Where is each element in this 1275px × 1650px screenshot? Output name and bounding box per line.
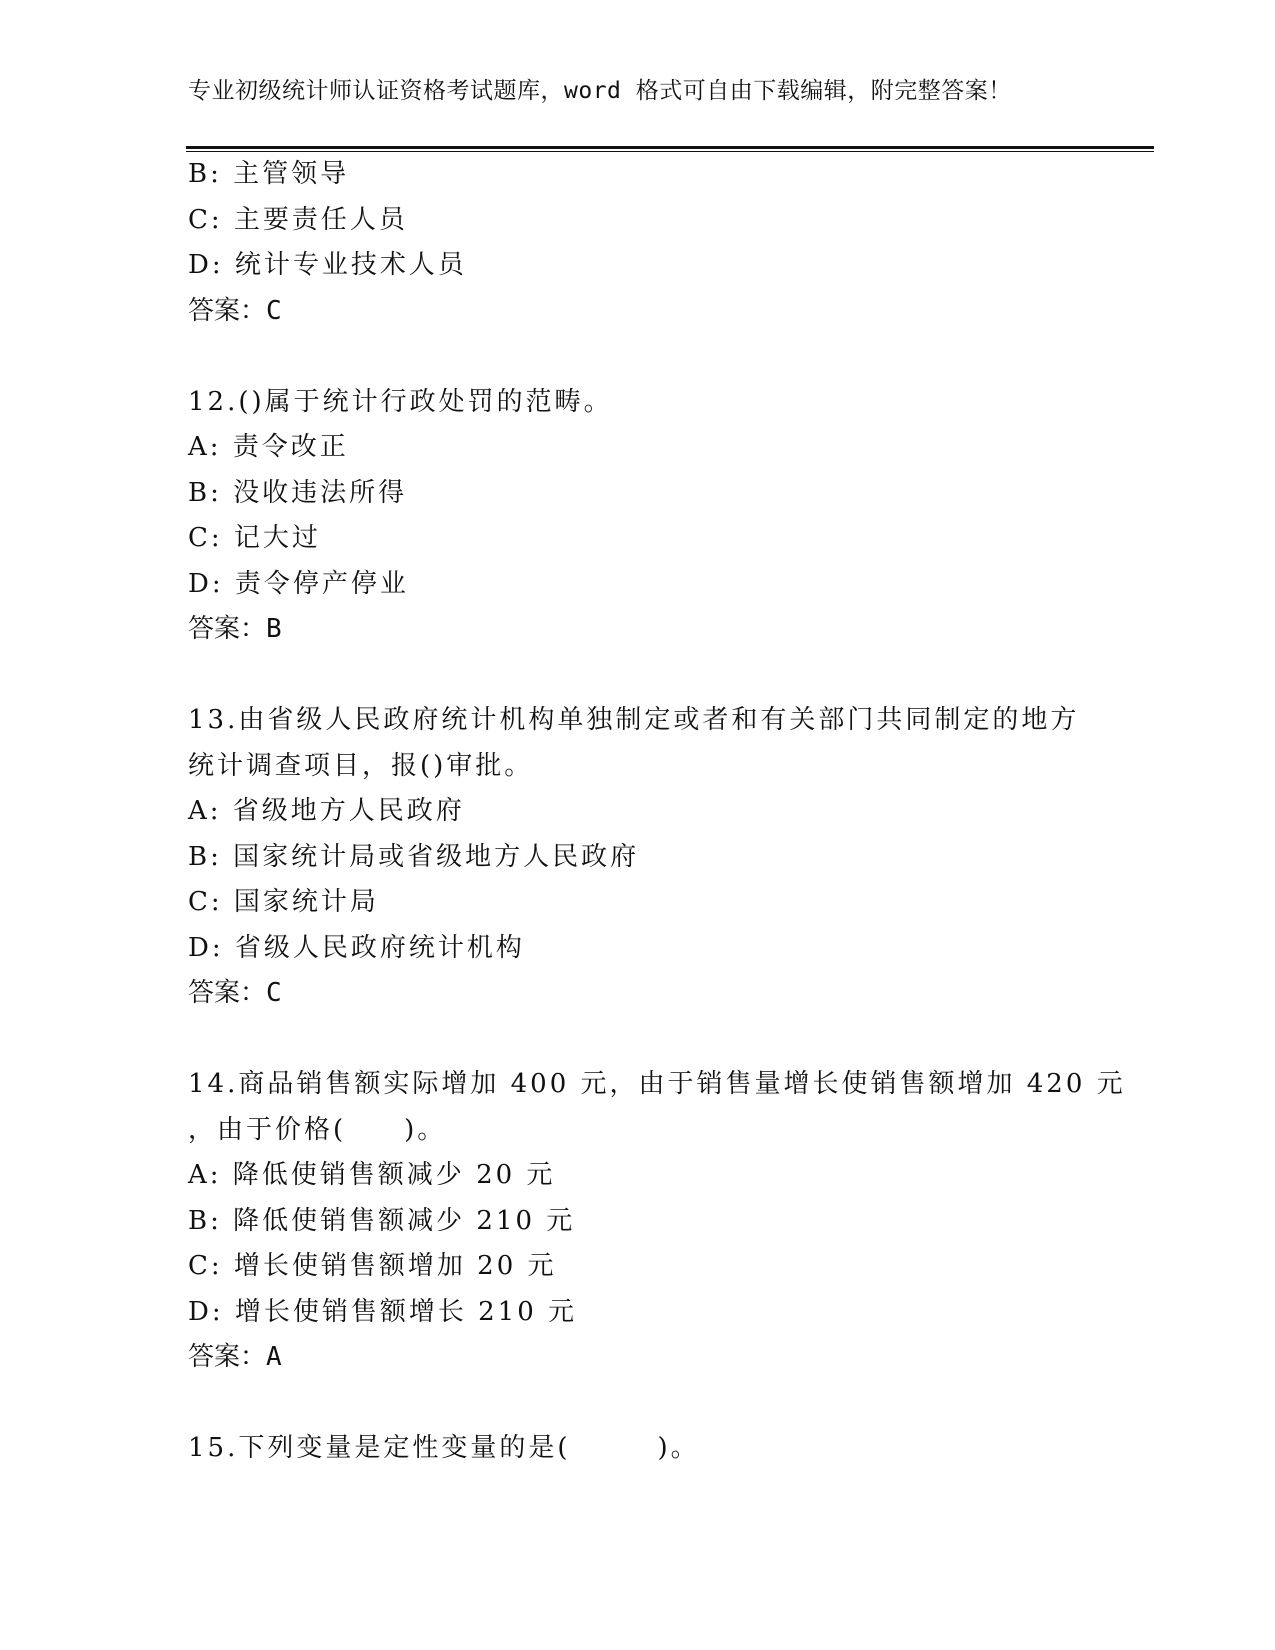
question-block [188,380,1088,653]
question-line: D: 责令停产停业 [188,568,409,599]
answer-line: 答案：A [188,1342,282,1372]
question-line: A: 降低使销售额减少 20 元 [188,1160,556,1190]
question-text: 12.()属于统计行政处罚的范畴。 [188,386,613,417]
question-text: 13.由省级人民政府统计机构单独制定或者和有关部门共同制定的地方 [188,705,1080,735]
header-rule [186,146,1154,149]
question-line: A: 省级地方人民政府 [188,796,465,826]
question-line: C: 国家统计局 [188,887,379,917]
question-line: A: 责令改正 [188,432,349,462]
question-block [188,1062,1126,1381]
question-text: 15.下列变量是定性变量的是( )。 [188,1433,700,1463]
question-line: 统计调查项目，报()审批。 [188,750,534,781]
question-line: C: 主要责任人员 [188,204,408,235]
answer-line: 答案：B [188,614,282,644]
question-block [188,1426,1088,1472]
answer-line: 答案：C [188,295,282,326]
question-list [188,152,1126,1472]
block-spacer [188,334,1088,380]
answer-line: 答案：C [188,978,282,1008]
page-header: 专业初级统计师认证资格考试题库，word 格式可自由下载编辑，附完整答案！ [188,78,1012,104]
question-line: C: 记大过 [188,523,321,553]
question-block [188,152,1088,334]
question-line: B: 没收违法所得 [188,477,408,508]
question-line: D: 省级人民政府统计机构 [188,932,525,963]
block-spacer [188,653,1088,699]
question-line: D: 统计专业技术人员 [188,250,467,280]
block-spacer [188,1017,1088,1063]
block-spacer [188,1381,1088,1427]
question-line: B: 国家统计局或省级地方人民政府 [188,841,640,872]
question-line: B: 降低使销售额减少 210 元 [188,1205,576,1236]
question-block [188,698,1088,1017]
question-line: ，由于价格( )。 [188,1114,447,1145]
question-line: D: 增长使销售额增长 210 元 [188,1296,578,1327]
question-line: B: 主管领导 [188,159,350,189]
question-text: 14.商品销售额实际增加 400 元，由于销售量增长使销售额增加 420 元 [188,1069,1126,1099]
question-line: C: 增长使销售额增加 20 元 [188,1251,557,1281]
